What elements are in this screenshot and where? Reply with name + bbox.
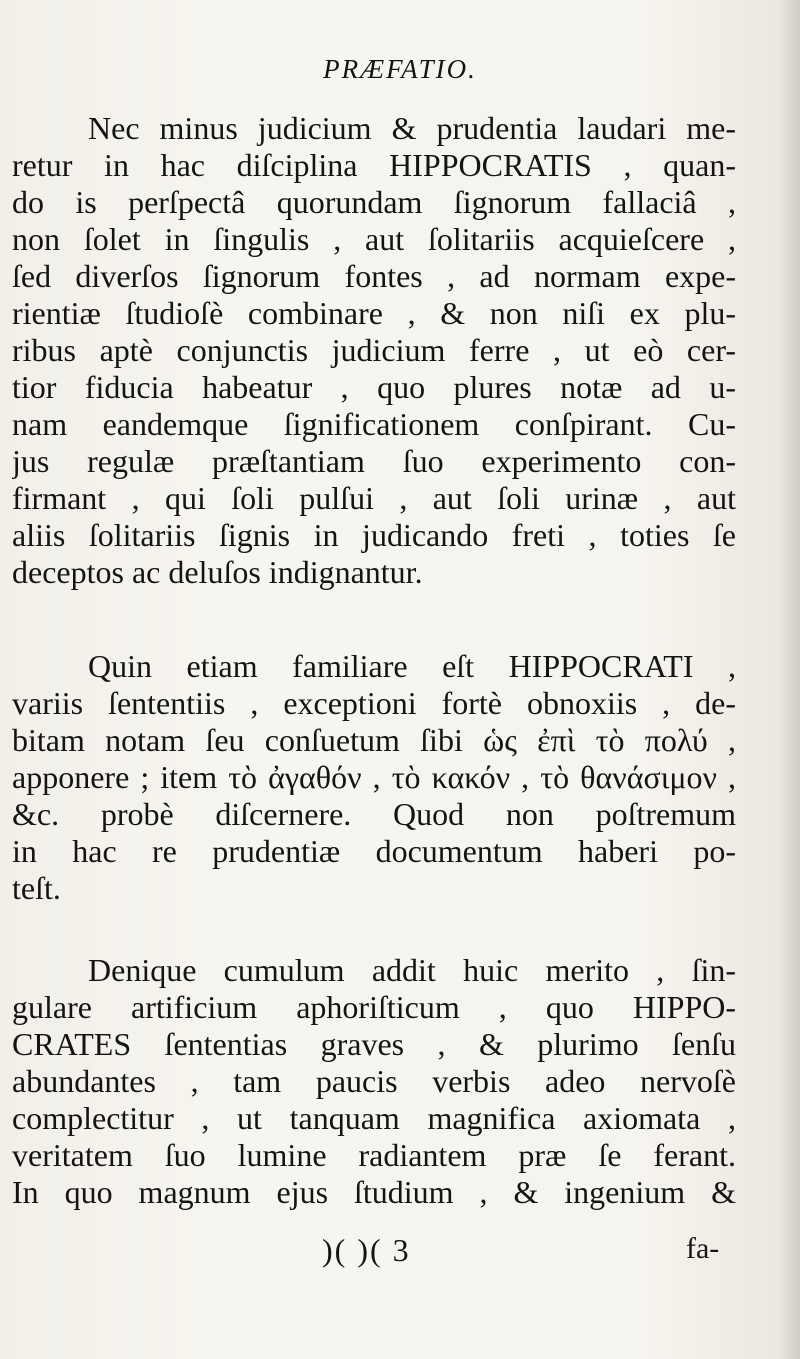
text-line: rientiæ ſtudioſè combinare , & non niſi ex plu- [12,295,736,331]
text-line: Denique cumulum addit huic merito , ſin- [88,952,736,988]
text-line: nam eandemque ſignificationem conſpirant. Cu- [12,406,736,442]
text-line: In quo magnum ejus ſtudium , & ingenium & [12,1174,736,1210]
text-line: jus regulæ præſtantiam ſuo experimento con- [12,443,736,479]
text-line: firmant , qui ſoli pulſui , aut ſoli urinæ , aut [12,480,736,516]
text-line: ribus aptè conjunctis judicium ferre , ut eò cer- [12,332,736,368]
text-line: do is perſpectâ quorundam ſignorum fallaciâ , [12,184,736,220]
text-line: Quin etiam familiare eſt HIPPOCRATI , [88,648,736,684]
text-line: tior fiducia habeatur , quo plures notæ ad u- [12,369,736,405]
signature-mark: )( )( 3 [322,1232,411,1268]
text-line: Nec minus judicium & prudentia laudari me- [88,110,736,146]
text-line: deceptos ac deluſos indignantur. [12,554,423,590]
text-line: teſt. [12,870,61,906]
catchword: fa- [686,1232,720,1265]
text-line: apponere ; item τὸ ἀγαθόν , τὸ κακόν , τὸ θανάσιμον , [12,759,736,795]
text-line: CRATES ſententias graves , & plurimo ſenſu [12,1026,736,1062]
text-line: aliis ſolitariis ſignis in judicando freti , toties ſe [12,517,736,553]
text-line: &c. probè diſcernere. Quod non poſtremum [12,796,736,832]
text-line: in hac re prudentiæ documentum haberi po- [12,833,736,869]
text-line: abundantes , tam paucis verbis adeo nervoſè [12,1063,736,1099]
text-line: non ſolet in ſingulis , aut ſolitariis acquieſcere , [12,221,736,257]
text-line: bitam notam ſeu conſuetum ſibi ὡς ἐπὶ τὸ πολύ , [12,722,736,758]
running-title: PRÆFATIO. [323,54,477,84]
text-line: variis ſententiis , exceptioni fortè obnoxiis , de- [12,685,736,721]
text-line: gulare artificium aphoriſticum , quo HIPPO- [12,989,736,1025]
text-line: complectitur , ut tanquam magnifica axiomata , [12,1100,736,1136]
text-line: retur in hac diſciplina HIPPOCRATIS , quan- [12,147,736,183]
text-line: veritatem ſuo lumine radiantem præ ſe ferant. [12,1137,736,1173]
page-edge-shadow [778,0,800,1359]
text-line: ſed diverſos ſignorum fontes , ad normam expe- [12,258,736,294]
